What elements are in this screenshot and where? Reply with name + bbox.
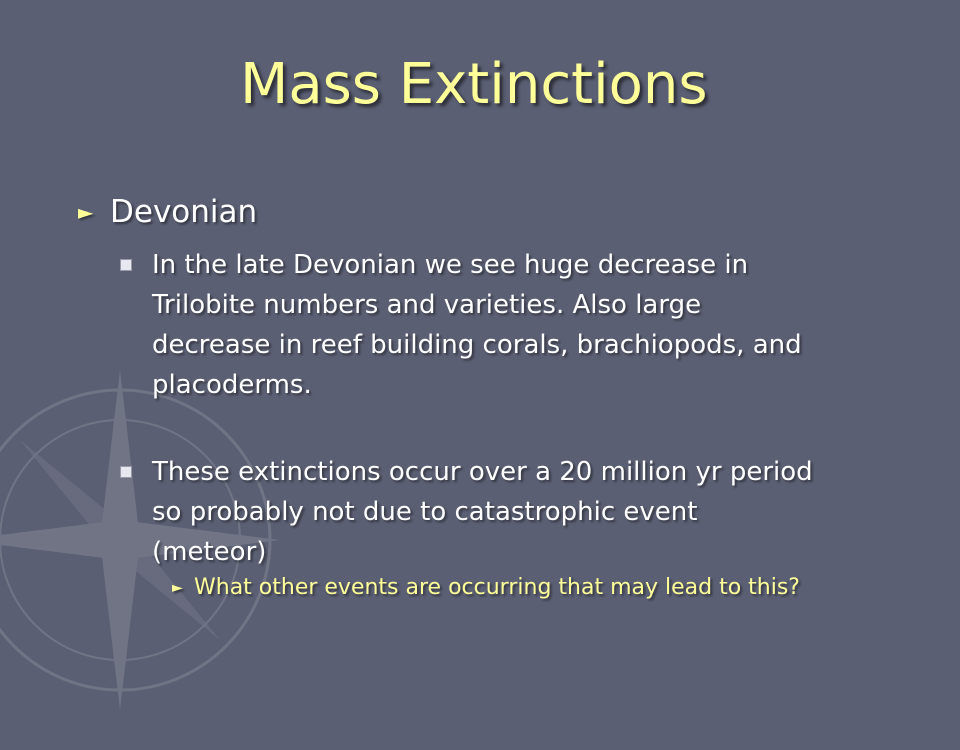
sub-bullet-2-text xyxy=(152,452,813,572)
text-line: Trilobite numbers and varieties. Also large xyxy=(152,290,702,320)
triangle-bullet-icon: ► xyxy=(172,580,183,596)
sub-bullet-1-text xyxy=(152,245,802,405)
text-line: decrease in reef building corals, brachiopods, and xyxy=(152,330,802,360)
text-line: so probably not due to catastrophic event xyxy=(152,497,698,527)
sub-bullet-1 xyxy=(120,245,880,405)
main-bullet xyxy=(78,193,257,231)
text-line: placoderms. xyxy=(152,370,312,400)
sub-bullet-2 xyxy=(120,452,880,572)
text-line: These extinctions occur over a 20 million yr period xyxy=(152,457,813,487)
square-bullet-icon xyxy=(120,452,152,492)
square-bullet-icon xyxy=(120,245,152,285)
sub-sub-bullet-text: What other events are occurring that may lead to this? xyxy=(194,575,800,600)
slide-title: Mass Extinctions xyxy=(240,52,708,117)
sub-sub-bullet xyxy=(172,572,800,604)
main-bullet-text: Devonian xyxy=(110,194,258,230)
triangle-bullet-icon: ► xyxy=(78,200,94,224)
text-line: In the late Devonian we see huge decrease in xyxy=(152,250,749,280)
text-line: (meteor) xyxy=(152,537,267,567)
